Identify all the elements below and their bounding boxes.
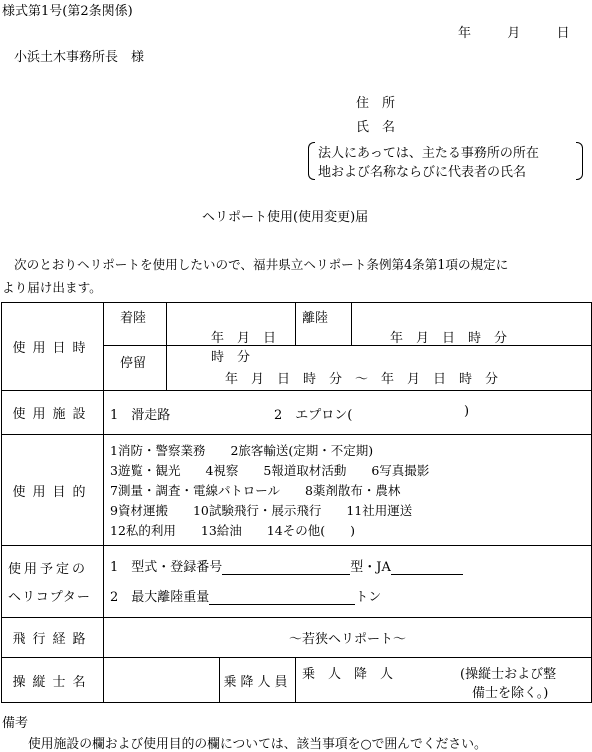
takeoff-datetime-field[interactable] [352, 303, 592, 346]
takeoff-label-cell [296, 303, 352, 346]
usage-facility-options[interactable] [104, 391, 592, 435]
passenger-board-alight: 乗 人 降 人 [302, 667, 394, 682]
helicopter-details [104, 546, 592, 618]
takeoff-datetime: 年 月 日 時 分 [390, 331, 508, 346]
helicopter-label-cell [2, 546, 104, 618]
intro-line-2: より届け出ます。 [2, 280, 102, 295]
purpose-line-4[interactable]: 9資材運搬 10試験飛行・展示飛行 11社用運送 [110, 503, 413, 518]
helicopter-label-2: ヘリコプター [8, 590, 91, 605]
purpose-line-3[interactable]: 7測量・調査・電線パトロール 8薬剤散布・農林 [110, 483, 401, 498]
passenger-count-field[interactable] [296, 658, 592, 703]
intro-line-1: 次のとおりヘリポートを使用したいので、福井県立ヘリポート条例第4条第1項の規定に [14, 257, 509, 272]
model-type-ja: 型・JA [350, 560, 391, 575]
remarks-text: 使用施設の欄および使用目的の欄については、該当事項を○で囲んでください。 [28, 737, 487, 752]
landing-datetime-field[interactable] [167, 303, 296, 365]
note-line-2: 地および名称ならびに代表者の氏名 [318, 165, 527, 180]
date-month: 月 [507, 26, 521, 41]
application-table [1, 302, 592, 703]
crew-count-label: 乗降人員 [220, 658, 296, 703]
usage-datetime-label: 使用日時 [2, 303, 104, 391]
note-line-1: 法人にあっては、主たる事務所の所在 [318, 146, 539, 161]
helicopter-label-1: 使用予定の [8, 562, 89, 577]
weight-unit: トン [355, 590, 382, 605]
passenger-note-1: (操縦士および整 [460, 667, 557, 682]
addressee: 小浜土木事務所長 様 [14, 50, 145, 65]
form-title: ヘリポート使用(使用変更)届 [202, 210, 369, 225]
model-registration-label: 1 型式・登録番号 [110, 560, 223, 575]
flight-route-field[interactable] [104, 618, 592, 658]
applicant-note [308, 140, 583, 182]
usage-purpose-label: 使用目的 [2, 435, 104, 546]
takeoff-label: 離陸 [302, 311, 329, 326]
helicopter-model-row [110, 556, 463, 575]
note-bracket-right [576, 142, 583, 180]
remarks-heading: 備考 [2, 716, 29, 731]
facility-runway[interactable]: 1 滑走路 [110, 408, 171, 423]
pilot-name-label: 操縦士名 [2, 658, 104, 703]
facility-apron-close: ) [464, 404, 470, 419]
purpose-line-2[interactable]: 3遊覧・観光 4視察 5報道取材活動 6写真撮影 [110, 463, 430, 478]
usage-purpose-options[interactable] [104, 435, 592, 546]
landing-label: 着陸 [120, 311, 147, 326]
flight-route-value: ～若狭ヘリポート～ [288, 632, 406, 647]
max-takeoff-weight-input[interactable] [209, 590, 355, 605]
passenger-note-2: 備士を除く。) [472, 686, 549, 701]
landing-label-cell [104, 303, 167, 346]
address-label: 住 所 [356, 96, 396, 111]
date-line [458, 22, 570, 41]
stay-datetime-field[interactable] [167, 346, 592, 391]
flight-route-label: 飛行経路 [2, 618, 104, 658]
purpose-line-1[interactable]: 1消防・警察業務 2旅客輸送(定期・不定期) [110, 443, 374, 458]
helicopter-weight-row [110, 586, 381, 605]
date-year: 年 [458, 26, 472, 41]
model-input[interactable] [222, 560, 350, 575]
stay-label: 停留 [120, 356, 147, 371]
facility-apron[interactable]: 2 エプロン( [274, 408, 353, 423]
registration-input[interactable] [391, 560, 463, 575]
max-takeoff-weight-label: 2 最大離陸重量 [110, 590, 210, 605]
landing-datetime: 年 月 日 時 分 [211, 331, 290, 365]
note-bracket-left [308, 142, 315, 180]
usage-facility-label: 使用施設 [2, 391, 104, 435]
stay-label-cell [104, 346, 167, 391]
name-label: 氏 名 [356, 120, 396, 135]
purpose-line-5[interactable]: 12私的利用 13給油 14その他( ) [110, 523, 355, 538]
form-number: 様式第1号(第2条関係) [2, 4, 133, 19]
date-day: 日 [556, 26, 570, 41]
pilot-name-field[interactable] [104, 658, 220, 703]
stay-datetime: 年 月 日 時 分 ～ 年 月 日 時 分 [225, 372, 499, 387]
